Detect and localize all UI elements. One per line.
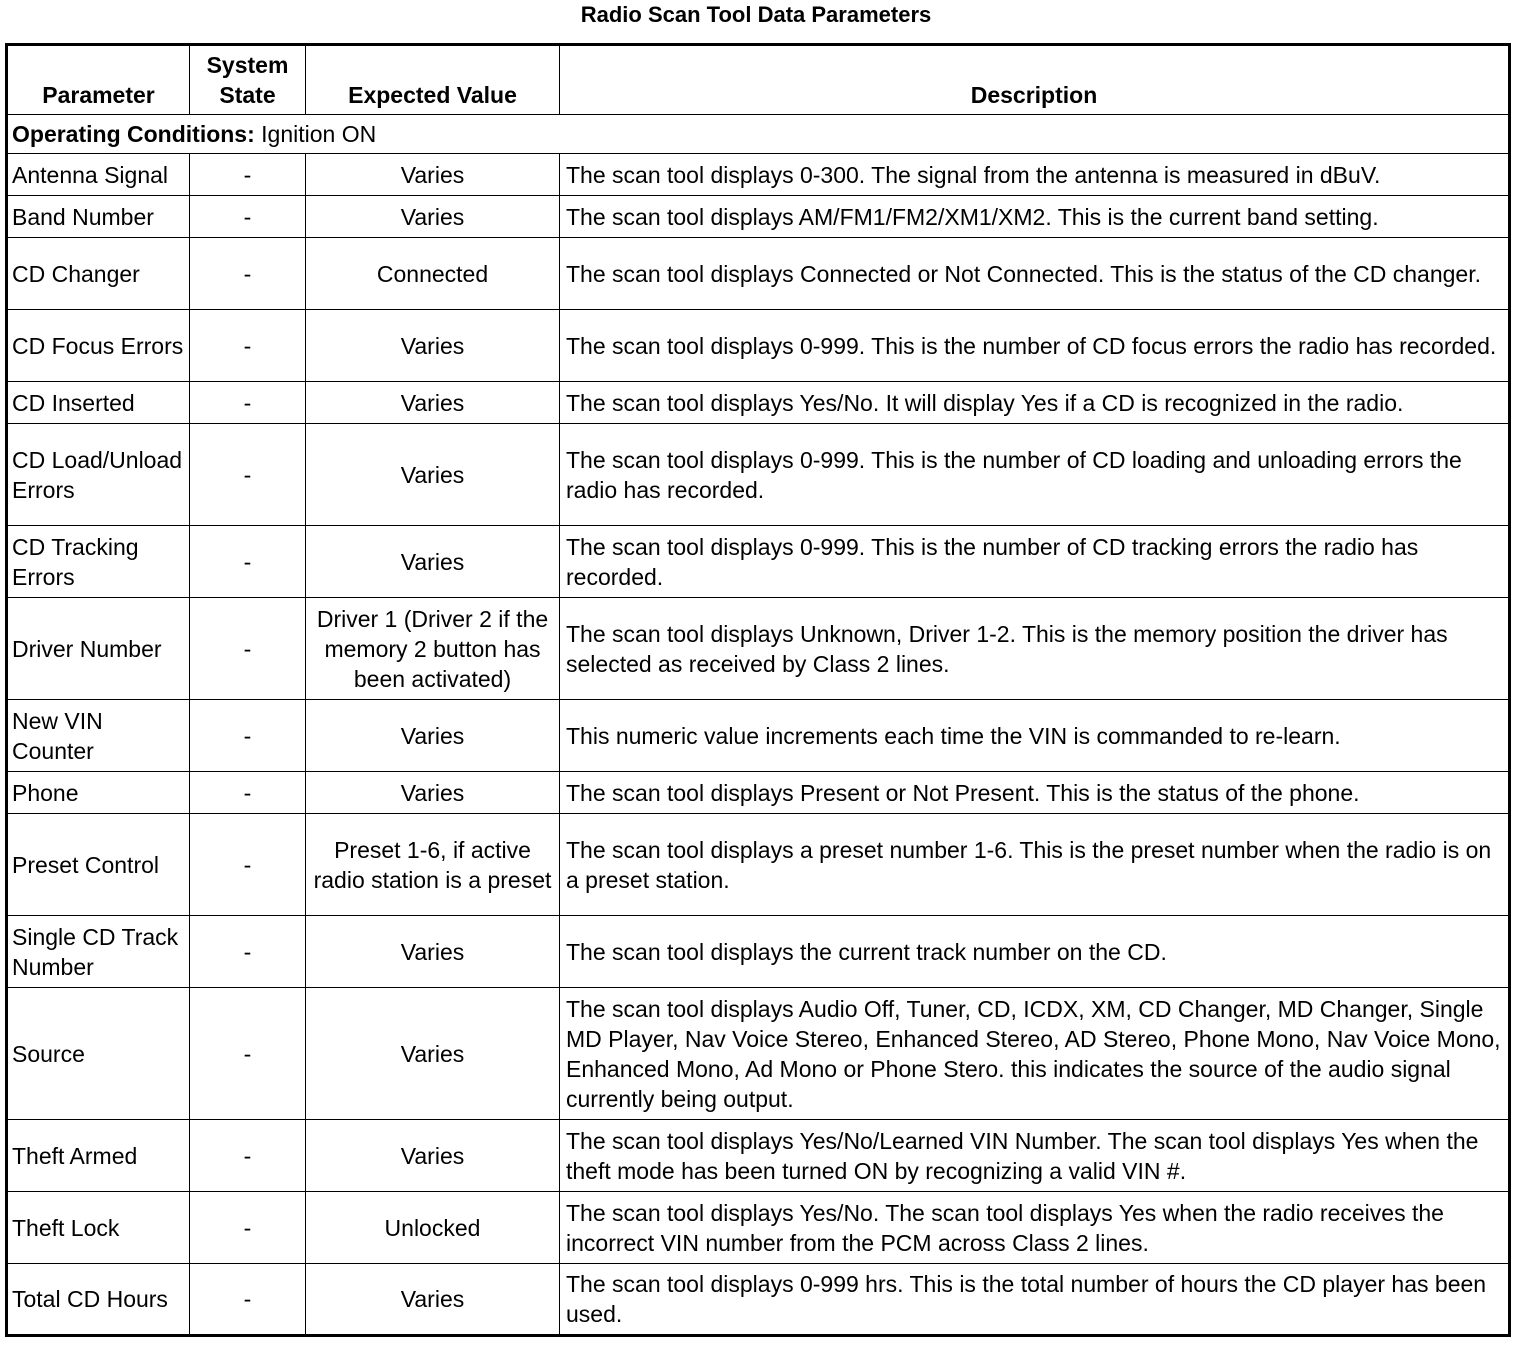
expected-value-cell: Varies — [306, 1264, 560, 1336]
description-cell: The scan tool displays 0-999 hrs. This is the total number of hours the CD player has been used. — [560, 1264, 1510, 1336]
table-row — [7, 526, 1510, 598]
header-system-state: System State — [190, 45, 306, 115]
table-row — [7, 598, 1510, 700]
expected-value-cell: Varies — [306, 154, 560, 196]
operating-conditions-label: Operating Conditions: — [12, 121, 255, 147]
system-state-cell: - — [190, 424, 306, 526]
description-cell: The scan tool displays Audio Off, Tuner, CD, ICDX, XM, CD Changer, MD Changer, Single MD Player, Nav Voice Stereo, Enhanced Stereo, AD Stereo, Phone Mono, Nav Voice Mono, Enhanced Mono, Ad Mono or Phone Stero. this indicates the source of the audio signal currently being output. — [560, 988, 1510, 1120]
parameter-cell: Preset Control — [7, 814, 190, 916]
table-row — [7, 310, 1510, 382]
parameter-cell: Total CD Hours — [7, 1264, 190, 1336]
page-title: Radio Scan Tool Data Parameters — [580, 2, 932, 27]
system-state-cell: - — [190, 238, 306, 310]
expected-value-cell: Varies — [306, 772, 560, 814]
system-state-cell: - — [190, 310, 306, 382]
parameter-cell: CD Changer — [7, 238, 190, 310]
description-cell: The scan tool displays Yes/No. It will display Yes if a CD is recognized in the radio. — [560, 382, 1510, 424]
system-state-cell: - — [190, 382, 306, 424]
parameter-cell: Driver Number — [7, 598, 190, 700]
expected-value-cell: Varies — [306, 310, 560, 382]
description-cell: The scan tool displays AM/FM1/FM2/XM1/XM2. This is the current band setting. — [560, 196, 1510, 238]
description-cell: The scan tool displays 0-999. This is the number of CD tracking errors the radio has recorded. — [560, 526, 1510, 598]
table-row — [7, 154, 1510, 196]
table-row — [7, 1264, 1510, 1336]
table-row — [7, 382, 1510, 424]
system-state-cell: - — [190, 1192, 306, 1264]
table-row — [7, 988, 1510, 1120]
parameters-table — [5, 43, 1511, 1337]
table-row — [7, 196, 1510, 238]
expected-value-cell: Varies — [306, 700, 560, 772]
table-row — [7, 1120, 1510, 1192]
header-expected-value: Expected Value — [306, 45, 560, 115]
parameter-cell: Theft Lock — [7, 1192, 190, 1264]
expected-value-cell: Preset 1-6, if active radio station is a preset — [306, 814, 560, 916]
description-cell: The scan tool displays Yes/No. The scan tool displays Yes when the radio receives the incorrect VIN number from the PCM across Class 2 lines. — [560, 1192, 1510, 1264]
table-row — [7, 1192, 1510, 1264]
table-row — [7, 424, 1510, 526]
parameter-cell: CD Tracking Errors — [7, 526, 190, 598]
parameter-cell: Source — [7, 988, 190, 1120]
operating-conditions-row — [7, 115, 1510, 154]
system-state-cell: - — [190, 814, 306, 916]
description-cell: The scan tool displays 0-300. The signal from the antenna is measured in dBuV. — [560, 154, 1510, 196]
description-cell: The scan tool displays Yes/No/Learned VIN Number. The scan tool displays Yes when the theft mode has been turned ON by recognizing a valid VIN #. — [560, 1120, 1510, 1192]
parameter-cell: Antenna Signal — [7, 154, 190, 196]
operating-conditions-value: Ignition ON — [254, 121, 377, 147]
description-cell: The scan tool displays 0-999. This is the number of CD focus errors the radio has recorded. — [560, 310, 1510, 382]
system-state-cell: - — [190, 154, 306, 196]
expected-value-cell: Varies — [306, 424, 560, 526]
parameter-cell: Theft Armed — [7, 1120, 190, 1192]
table-row — [7, 700, 1510, 772]
parameter-cell: CD Focus Errors — [7, 310, 190, 382]
description-cell: This numeric value increments each time the VIN is commanded to re-learn. — [560, 700, 1510, 772]
description-cell: The scan tool displays a preset number 1-6. This is the preset number when the radio is on a preset station. — [560, 814, 1510, 916]
expected-value-cell: Varies — [306, 1120, 560, 1192]
description-cell: The scan tool displays 0-999. This is the number of CD loading and unloading errors the radio has recorded. — [560, 424, 1510, 526]
description-cell: The scan tool displays Connected or Not Connected. This is the status of the CD changer. — [560, 238, 1510, 310]
expected-value-cell: Varies — [306, 382, 560, 424]
expected-value-cell: Varies — [306, 526, 560, 598]
table-row — [7, 916, 1510, 988]
expected-value-cell: Varies — [306, 916, 560, 988]
parameter-cell: Phone — [7, 772, 190, 814]
parameter-cell: CD Load/Unload Errors — [7, 424, 190, 526]
operating-conditions-cell — [7, 115, 1510, 154]
parameter-cell: New VIN Counter — [7, 700, 190, 772]
system-state-cell: - — [190, 988, 306, 1120]
system-state-cell: - — [190, 772, 306, 814]
description-cell: The scan tool displays the current track number on the CD. — [560, 916, 1510, 988]
system-state-cell: - — [190, 598, 306, 700]
expected-value-cell: Varies — [306, 196, 560, 238]
system-state-cell: - — [190, 1120, 306, 1192]
parameter-cell: Single CD Track Number — [7, 916, 190, 988]
description-cell: The scan tool displays Unknown, Driver 1-2. This is the memory position the driver has selected as received by Class 2 lines. — [560, 598, 1510, 700]
system-state-cell: - — [190, 1264, 306, 1336]
expected-value-cell: Varies — [306, 988, 560, 1120]
system-state-cell: - — [190, 916, 306, 988]
header-description: Description — [560, 45, 1510, 115]
table-row — [7, 238, 1510, 310]
header-parameter: Parameter — [7, 45, 190, 115]
expected-value-cell: Connected — [306, 238, 560, 310]
expected-value-cell: Unlocked — [306, 1192, 560, 1264]
table-row — [7, 772, 1510, 814]
expected-value-cell: Driver 1 (Driver 2 if the memory 2 button has been activated) — [306, 598, 560, 700]
system-state-cell: - — [190, 526, 306, 598]
system-state-cell: - — [190, 700, 306, 772]
table-header-row — [7, 45, 1510, 115]
description-cell: The scan tool displays Present or Not Present. This is the status of the phone. — [560, 772, 1510, 814]
system-state-cell: - — [190, 196, 306, 238]
parameter-cell: Band Number — [7, 196, 190, 238]
parameter-cell: CD Inserted — [7, 382, 190, 424]
table-row — [7, 814, 1510, 916]
parameters-table-container — [5, 43, 1508, 1337]
